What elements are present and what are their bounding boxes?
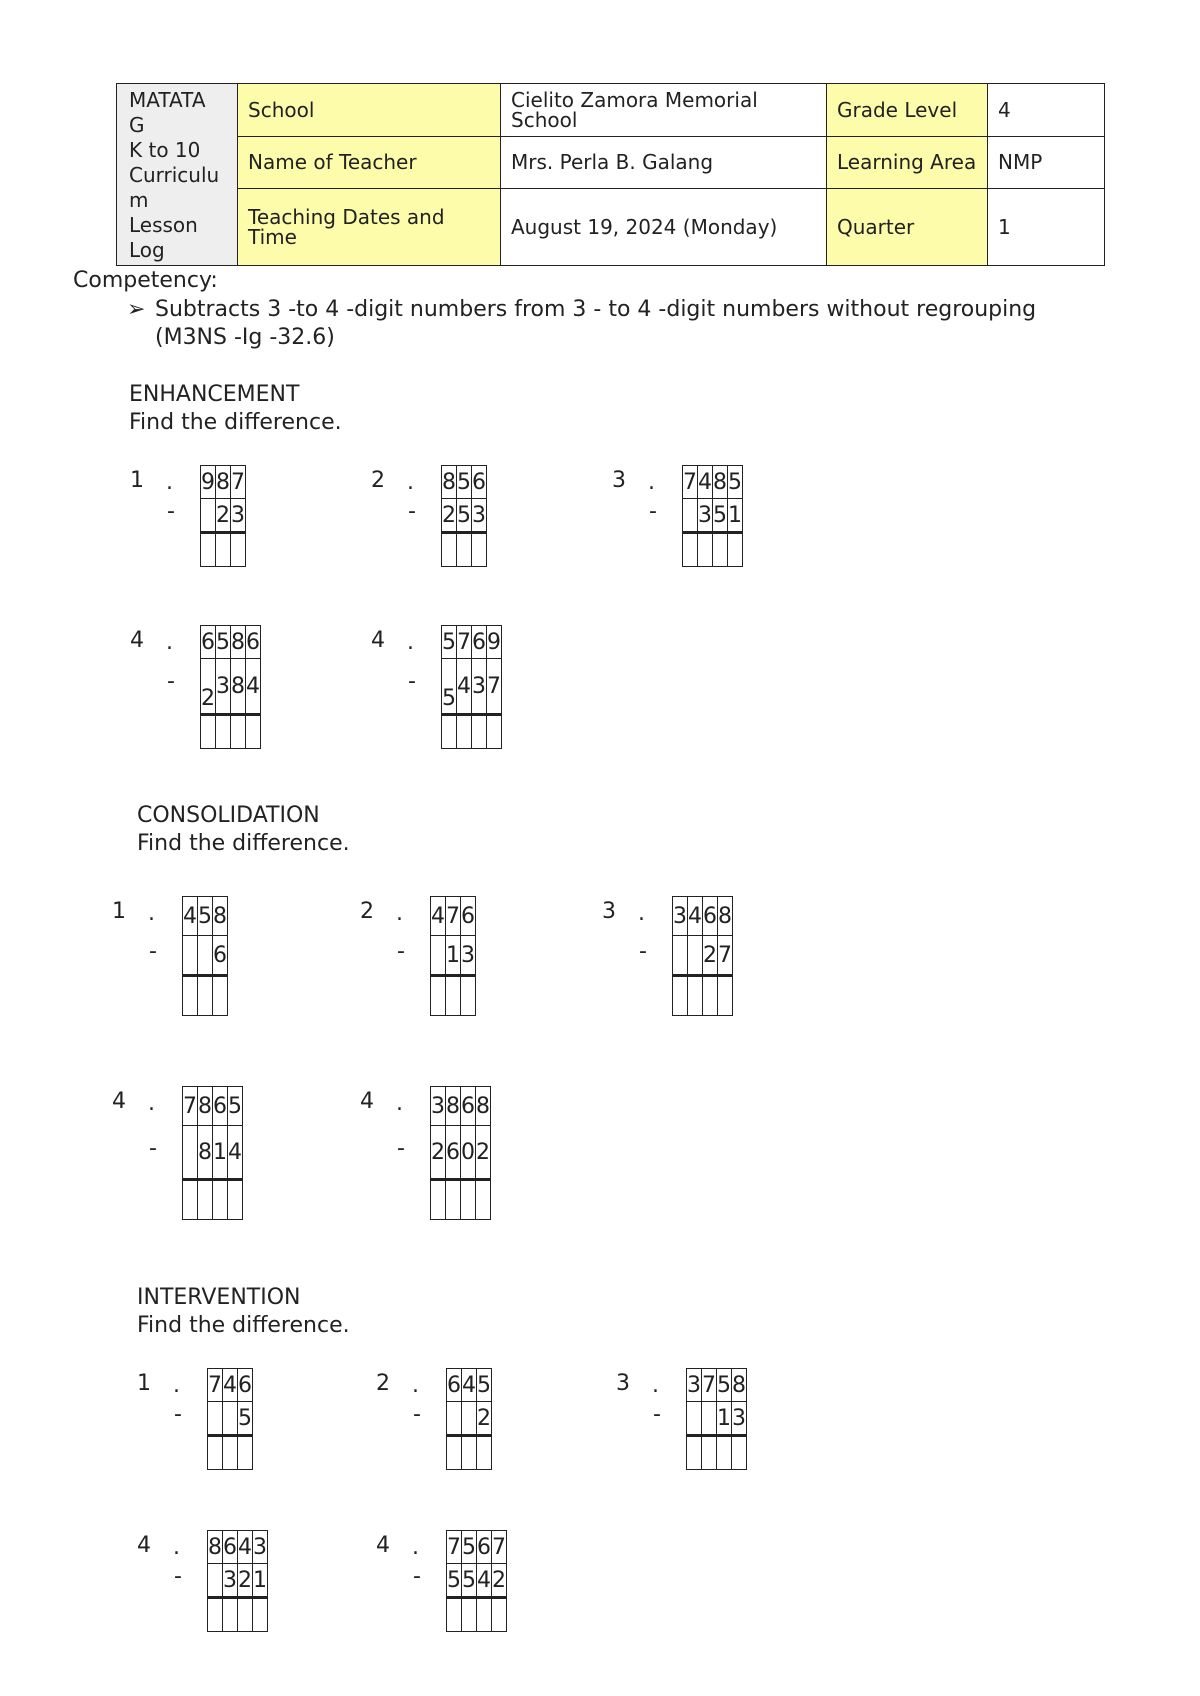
minus-sign: -	[174, 1402, 182, 1427]
problem-number-dot: .	[166, 470, 173, 495]
subtraction-grid	[430, 896, 476, 1016]
subtrahend-digit-cell: 6	[213, 936, 228, 976]
minuend-digit-cell: 5	[462, 1531, 477, 1564]
problem-number: 2	[360, 899, 374, 924]
enhancement-instruction: Find the difference.	[129, 410, 342, 435]
subtraction-grid	[441, 465, 487, 567]
subtraction-grid	[207, 1368, 253, 1470]
answer-digit-cell[interactable]	[447, 1436, 462, 1470]
answer-digit-cell[interactable]	[208, 1598, 223, 1632]
minuend-digit-cell: 4	[183, 897, 198, 936]
consolidation-instruction: Find the difference.	[137, 831, 350, 856]
minuend-digit-cell: 6	[472, 626, 487, 659]
minus-sign: -	[413, 1402, 421, 1427]
minuend-digit-cell: 8	[718, 897, 733, 936]
minus-sign: -	[397, 939, 405, 964]
minus-sign: -	[397, 1136, 405, 1161]
subtrahend-digit-cell: 5	[447, 1564, 462, 1598]
subtraction-grid	[686, 1368, 747, 1470]
answer-digit-cell[interactable]	[462, 1598, 477, 1632]
subtrahend-digit-cell: 2	[431, 1126, 446, 1180]
subtrahend-digit-cell	[208, 1564, 223, 1598]
competency-label: Competency:	[73, 268, 218, 293]
answer-digit-cell[interactable]	[223, 1436, 238, 1470]
answer-digit-cell[interactable]	[216, 715, 231, 749]
grade-level-label: Grade Level	[827, 84, 988, 137]
minuend-digit-cell: 4	[223, 1369, 238, 1402]
answer-digit-cell[interactable]	[442, 715, 457, 749]
subtrahend-digit-cell: 4	[228, 1126, 243, 1180]
problem-number: 4	[137, 1533, 151, 1558]
subtrahend-digit-cell: 5	[457, 499, 472, 533]
problem-number: 4	[376, 1533, 390, 1558]
subtrahend-digit-cell: 2	[703, 936, 718, 976]
answer-digit-cell[interactable]	[713, 533, 728, 567]
answer-digit-cell[interactable]	[673, 976, 688, 1016]
subtrahend-digit-cell: 2	[238, 1564, 253, 1598]
lesson-log-header-table	[116, 83, 1105, 266]
subtraction-grid	[200, 465, 246, 567]
problem-number-dot: .	[148, 1091, 155, 1116]
answer-digit-cell[interactable]	[431, 1180, 446, 1220]
answer-digit-cell[interactable]	[476, 1180, 491, 1220]
subtrahend-digit-cell: 2	[476, 1126, 491, 1180]
problem-number-dot: .	[652, 1373, 659, 1398]
minuend-digit-cell: 4	[238, 1531, 253, 1564]
answer-digit-cell[interactable]	[732, 1436, 747, 1470]
problem-number: 4	[112, 1089, 126, 1114]
minuend-digit-cell: 8	[713, 466, 728, 499]
answer-digit-cell[interactable]	[431, 976, 446, 1016]
answer-digit-cell[interactable]	[183, 976, 198, 1016]
minus-sign: -	[149, 939, 157, 964]
minuend-digit-cell: 4	[698, 466, 713, 499]
problem-number-dot: .	[396, 901, 403, 926]
subtraction-grid	[446, 1368, 492, 1470]
problem-number-dot: .	[166, 630, 173, 655]
minuend-digit-cell: 9	[487, 626, 502, 659]
intervention-instruction: Find the difference.	[137, 1313, 350, 1338]
minuend-digit-cell: 8	[208, 1531, 223, 1564]
problem-number-dot: .	[412, 1373, 419, 1398]
subtrahend-digit-cell: 1	[717, 1402, 732, 1436]
problem-number: 2	[371, 468, 385, 493]
subtrahend-digit-cell: 8	[198, 1126, 213, 1180]
school-label: School	[238, 84, 501, 137]
answer-digit-cell[interactable]	[231, 533, 246, 567]
subtrahend-digit-cell: 1	[253, 1564, 268, 1598]
minus-sign: -	[167, 499, 175, 524]
minuend-digit-cell: 6	[246, 626, 261, 659]
subtraction-grid	[430, 1086, 491, 1220]
minuend-digit-cell: 8	[732, 1369, 747, 1402]
answer-digit-cell[interactable]	[457, 533, 472, 567]
teaching-dates-label: Teaching Dates and Time	[238, 189, 501, 266]
problem-number: 3	[616, 1371, 630, 1396]
answer-digit-cell[interactable]	[492, 1598, 507, 1632]
subtrahend-digit-cell	[688, 936, 703, 976]
problem-number-dot: .	[173, 1535, 180, 1560]
subtrahend-digit-cell	[673, 936, 688, 976]
minuend-digit-cell: 4	[688, 897, 703, 936]
answer-digit-cell[interactable]	[213, 1180, 228, 1220]
answer-digit-cell[interactable]	[183, 1180, 198, 1220]
answer-digit-cell[interactable]	[208, 1436, 223, 1470]
answer-digit-cell[interactable]	[702, 1436, 717, 1470]
minus-sign: -	[413, 1564, 421, 1589]
minuend-digit-cell: 6	[461, 1087, 476, 1126]
subtrahend-digit-cell: 1	[446, 936, 461, 976]
subtrahend-digit-cell: 3	[223, 1564, 238, 1598]
subtrahend-digit-cell: 3	[231, 499, 246, 533]
minus-sign: -	[653, 1402, 661, 1427]
minuend-digit-cell: 5	[442, 626, 457, 659]
subtrahend-digit-cell: 7	[487, 659, 502, 715]
subtrahend-digit-cell	[702, 1402, 717, 1436]
minuend-digit-cell: 3	[253, 1531, 268, 1564]
minuend-digit-cell: 3	[687, 1369, 702, 1402]
minuend-digit-cell: 7	[457, 626, 472, 659]
side-label-text: MATATA G K to 10 Curriculu m Lesson Log	[129, 88, 220, 262]
subtrahend-digit-cell	[687, 1402, 702, 1436]
minuend-digit-cell: 8	[198, 1087, 213, 1126]
minus-sign: -	[408, 499, 416, 524]
minuend-digit-cell: 7	[183, 1087, 198, 1126]
answer-digit-cell[interactable]	[477, 1598, 492, 1632]
answer-digit-cell[interactable]	[461, 976, 476, 1016]
subtrahend-digit-cell: 5	[442, 659, 457, 715]
grade-level-value: 4	[988, 84, 1105, 137]
answer-digit-cell[interactable]	[688, 976, 703, 1016]
subtrahend-digit-cell: 5	[238, 1402, 253, 1436]
answer-digit-cell[interactable]	[201, 533, 216, 567]
minuend-digit-cell: 7	[683, 466, 698, 499]
subtrahend-digit-cell	[201, 499, 216, 533]
subtraction-grid	[207, 1530, 268, 1632]
minuend-digit-cell: 8	[446, 1087, 461, 1126]
teacher-value: Mrs. Perla B. Galang	[501, 136, 827, 189]
minuend-digit-cell: 5	[477, 1369, 492, 1402]
minus-sign: -	[408, 669, 416, 694]
minuend-digit-cell: 7	[446, 897, 461, 936]
subtrahend-digit-cell: 5	[462, 1564, 477, 1598]
answer-digit-cell[interactable]	[442, 533, 457, 567]
answer-digit-cell[interactable]	[457, 715, 472, 749]
subtrahend-digit-cell	[431, 936, 446, 976]
subtrahend-digit-cell: 3	[698, 499, 713, 533]
problem-number: 3	[602, 899, 616, 924]
minuend-digit-cell: 3	[431, 1087, 446, 1126]
subtraction-grid	[200, 625, 261, 749]
subtraction-grid	[682, 465, 743, 567]
minuend-digit-cell: 6	[223, 1531, 238, 1564]
answer-digit-cell[interactable]	[223, 1598, 238, 1632]
problem-number: 4	[371, 628, 385, 653]
minuend-digit-cell: 5	[728, 466, 743, 499]
minuend-digit-cell: 6	[472, 466, 487, 499]
subtrahend-digit-cell	[183, 1126, 198, 1180]
problem-number: 1	[130, 468, 144, 493]
problem-number-dot: .	[148, 901, 155, 926]
subtrahend-digit-cell	[223, 1402, 238, 1436]
minuend-digit-cell: 9	[201, 466, 216, 499]
subtrahend-digit-cell: 3	[461, 936, 476, 976]
subtrahend-digit-cell: 4	[477, 1564, 492, 1598]
answer-digit-cell[interactable]	[231, 715, 246, 749]
minus-sign: -	[639, 939, 647, 964]
minuend-digit-cell: 5	[228, 1087, 243, 1126]
minuend-digit-cell: 7	[447, 1531, 462, 1564]
consolidation-title: CONSOLIDATION	[137, 803, 320, 828]
problem-number: 4	[360, 1089, 374, 1114]
subtrahend-digit-cell: 5	[713, 499, 728, 533]
subtrahend-digit-cell: 1	[728, 499, 743, 533]
answer-digit-cell[interactable]	[201, 715, 216, 749]
minuend-digit-cell: 8	[231, 626, 246, 659]
minuend-digit-cell: 6	[461, 897, 476, 936]
answer-digit-cell[interactable]	[461, 1180, 476, 1220]
answer-digit-cell[interactable]	[477, 1436, 492, 1470]
competency-code: (M3NS -Ig -32.6)	[155, 325, 335, 350]
minus-sign: -	[167, 669, 175, 694]
learning-area-value: NMP	[988, 136, 1105, 189]
problem-number-dot: .	[407, 630, 414, 655]
learning-area-label: Learning Area	[827, 136, 988, 189]
answer-digit-cell[interactable]	[472, 533, 487, 567]
competency-text	[155, 296, 1036, 352]
minuend-digit-cell: 6	[201, 626, 216, 659]
subtrahend-digit-cell	[183, 936, 198, 976]
subtrahend-digit-cell: 2	[201, 659, 216, 715]
subtrahend-digit-cell: 2	[477, 1402, 492, 1436]
subtrahend-digit-cell	[208, 1402, 223, 1436]
subtrahend-digit-cell: 8	[231, 659, 246, 715]
problem-number-dot: .	[648, 470, 655, 495]
answer-digit-cell[interactable]	[238, 1598, 253, 1632]
answer-digit-cell[interactable]	[683, 533, 698, 567]
subtraction-grid	[446, 1530, 507, 1632]
answer-digit-cell[interactable]	[698, 533, 713, 567]
subtrahend-digit-cell: 2	[442, 499, 457, 533]
minuend-digit-cell: 5	[216, 626, 231, 659]
minus-sign: -	[149, 1136, 157, 1161]
teaching-dates-value: August 19, 2024 (Monday)	[501, 189, 827, 266]
minuend-digit-cell: 6	[238, 1369, 253, 1402]
problem-number-dot: .	[407, 470, 414, 495]
competency-text-line1: Subtracts 3 -to 4 -digit numbers from 3 - to 4 -digit numbers without regrouping	[155, 297, 1037, 322]
subtrahend-digit-cell: 3	[732, 1402, 747, 1436]
problem-number-dot: .	[412, 1535, 419, 1560]
minuend-digit-cell: 4	[431, 897, 446, 936]
minuend-digit-cell: 7	[702, 1369, 717, 1402]
problem-number-dot: .	[396, 1091, 403, 1116]
problem-number: 1	[112, 899, 126, 924]
enhancement-title: ENHANCEMENT	[129, 382, 300, 407]
subtrahend-digit-cell: 3	[472, 499, 487, 533]
subtrahend-digit-cell: 3	[216, 659, 231, 715]
answer-digit-cell[interactable]	[487, 715, 502, 749]
answer-digit-cell[interactable]	[446, 1180, 461, 1220]
minuend-digit-cell: 6	[213, 1087, 228, 1126]
answer-digit-cell[interactable]	[198, 976, 213, 1016]
minuend-digit-cell: 5	[717, 1369, 732, 1402]
problem-number-dot: .	[638, 901, 645, 926]
problem-number: 3	[612, 468, 626, 493]
problem-number: 4	[130, 628, 144, 653]
minuend-digit-cell: 8	[213, 897, 228, 936]
problem-number: 2	[376, 1371, 390, 1396]
teacher-label: Name of Teacher	[238, 136, 501, 189]
quarter-value: 1	[988, 189, 1105, 266]
answer-digit-cell[interactable]	[717, 1436, 732, 1470]
minuend-digit-cell: 8	[442, 466, 457, 499]
answer-digit-cell[interactable]	[198, 1180, 213, 1220]
quarter-label: Quarter	[827, 189, 988, 266]
minuend-digit-cell: 7	[231, 466, 246, 499]
lesson-log-side-label	[117, 84, 238, 266]
minuend-digit-cell: 7	[208, 1369, 223, 1402]
answer-digit-cell[interactable]	[462, 1436, 477, 1470]
minuend-digit-cell: 8	[476, 1087, 491, 1126]
subtrahend-digit-cell: 2	[492, 1564, 507, 1598]
answer-digit-cell[interactable]	[246, 715, 261, 749]
answer-digit-cell[interactable]	[718, 976, 733, 1016]
subtrahend-digit-cell: 2	[216, 499, 231, 533]
subtrahend-digit-cell: 3	[472, 659, 487, 715]
answer-digit-cell[interactable]	[238, 1436, 253, 1470]
problem-number: 1	[137, 1371, 151, 1396]
subtrahend-digit-cell: 6	[446, 1126, 461, 1180]
answer-digit-cell[interactable]	[472, 715, 487, 749]
minuend-digit-cell: 6	[447, 1369, 462, 1402]
subtrahend-digit-cell	[462, 1402, 477, 1436]
minuend-digit-cell: 7	[492, 1531, 507, 1564]
subtrahend-digit-cell: 4	[246, 659, 261, 715]
intervention-title: INTERVENTION	[137, 1285, 301, 1310]
answer-digit-cell[interactable]	[446, 976, 461, 1016]
answer-digit-cell[interactable]	[253, 1598, 268, 1632]
answer-digit-cell[interactable]	[687, 1436, 702, 1470]
subtraction-grid	[441, 625, 502, 749]
answer-digit-cell[interactable]	[228, 1180, 243, 1220]
subtraction-grid	[182, 1086, 243, 1220]
subtraction-grid	[672, 896, 733, 1016]
subtrahend-digit-cell	[683, 499, 698, 533]
bullet-arrow-icon: ➢	[127, 297, 146, 322]
subtraction-grid	[182, 896, 228, 1016]
answer-digit-cell[interactable]	[213, 976, 228, 1016]
answer-digit-cell[interactable]	[728, 533, 743, 567]
minuend-digit-cell: 3	[673, 897, 688, 936]
subtrahend-digit-cell	[447, 1402, 462, 1436]
subtrahend-digit-cell: 7	[718, 936, 733, 976]
minuend-digit-cell: 8	[216, 466, 231, 499]
answer-digit-cell[interactable]	[703, 976, 718, 1016]
school-value: Cielito Zamora Memorial School	[501, 84, 827, 137]
minuend-digit-cell: 5	[198, 897, 213, 936]
problem-number-dot: .	[173, 1373, 180, 1398]
answer-digit-cell[interactable]	[216, 533, 231, 567]
minus-sign: -	[174, 1564, 182, 1589]
subtrahend-digit-cell: 0	[461, 1126, 476, 1180]
minuend-digit-cell: 4	[462, 1369, 477, 1402]
minuend-digit-cell: 6	[477, 1531, 492, 1564]
minus-sign: -	[649, 499, 657, 524]
minuend-digit-cell: 5	[457, 466, 472, 499]
subtrahend-digit-cell	[198, 936, 213, 976]
minuend-digit-cell: 6	[703, 897, 718, 936]
subtrahend-digit-cell: 1	[213, 1126, 228, 1180]
subtrahend-digit-cell: 4	[457, 659, 472, 715]
answer-digit-cell[interactable]	[447, 1598, 462, 1632]
